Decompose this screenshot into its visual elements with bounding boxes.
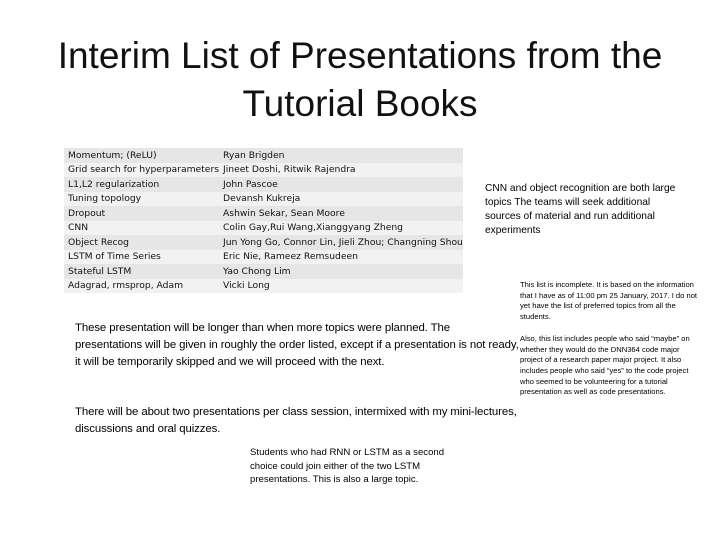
presenters-cell: John Pascoe <box>219 177 463 192</box>
presenters-cell: Ryan Brigden <box>219 148 463 163</box>
presenters-cell: Colin Gay,Rui Wang,Xianggyang Zheng <box>219 221 463 236</box>
presenters-cell: Devansh Kukreja <box>219 192 463 207</box>
topic-cell: Object Recog <box>64 235 219 250</box>
presentations-table <box>64 148 463 293</box>
presentation-length-paragraph: These presentation will be longer than when more topics were planned. The presentations will be given in roughly the order listed, except if a presentation is not ready, it will be temporarily skipped and we will proceed with the next. <box>75 322 519 368</box>
topic-cell: Adagrad, rmsprop, Adam <box>64 279 219 294</box>
topic-cell: CNN <box>64 221 219 236</box>
table-row <box>64 177 463 192</box>
presenters-cell: Yao Chong Lim <box>219 264 463 279</box>
presenters-cell: Jineet Doshi, Ritwik Rajendra <box>219 163 463 178</box>
students-lstm-note: Students who had RNN or LSTM as a second choice could join either of the two LSTM presentations. This is also a large topic. <box>250 447 445 485</box>
cnn-note: CNN and object recognition are both large topics The teams will seek additional sources of material and run additional experiments <box>485 183 676 236</box>
side-notes <box>520 280 700 409</box>
table-row <box>64 192 463 207</box>
topic-cell: Tuning topology <box>64 192 219 207</box>
topic-cell: L1,L2 regularization <box>64 177 219 192</box>
table-row <box>64 163 463 178</box>
presenters-cell: Ashwin Sekar, Sean Moore <box>219 206 463 221</box>
presenters-cell: Vicki Long <box>219 279 463 294</box>
topic-cell: Dropout <box>64 206 219 221</box>
table-row <box>64 206 463 221</box>
maybe-people-note: Also, this list includes people who said “maybe” on whether they would do the DNN364 code major project of a research paper major project. It also includes people who said “yes” to the code project who seemed to be volunteering for a tutorial presentation as well as code presentations. <box>520 333 690 397</box>
topic-cell: Stateful LSTM <box>64 264 219 279</box>
table-body <box>64 148 463 293</box>
table-row <box>64 250 463 265</box>
session-schedule-paragraph: There will be about two presentations per class session, intermixed with my mini-lectures, discussions and oral quizzes. <box>75 406 517 435</box>
page-title: Interim List of Presentations from the Tutorial Books <box>57 35 663 124</box>
presenters-cell: Jun Yong Go, Connor Lin, Jieli Zhou; Changning Shou <box>219 235 463 250</box>
table-row <box>64 148 463 163</box>
topic-cell: Grid search for hyperparameters <box>64 163 219 178</box>
incomplete-list-note: This list is incomplete. It is based on the information that I have as of 11:00 pm 25 January, 2017. I do not yet have the list of preferred topics from all the students. <box>520 280 698 322</box>
topic-cell: LSTM of Time Series <box>64 250 219 265</box>
table-row <box>64 235 463 250</box>
table-row <box>64 221 463 236</box>
table-row <box>64 279 463 294</box>
topic-cell: Momentum; (ReLU) <box>64 148 219 163</box>
presenters-cell: Eric Nie, Rameez Remsudeen <box>219 250 463 265</box>
table-row <box>64 264 463 279</box>
